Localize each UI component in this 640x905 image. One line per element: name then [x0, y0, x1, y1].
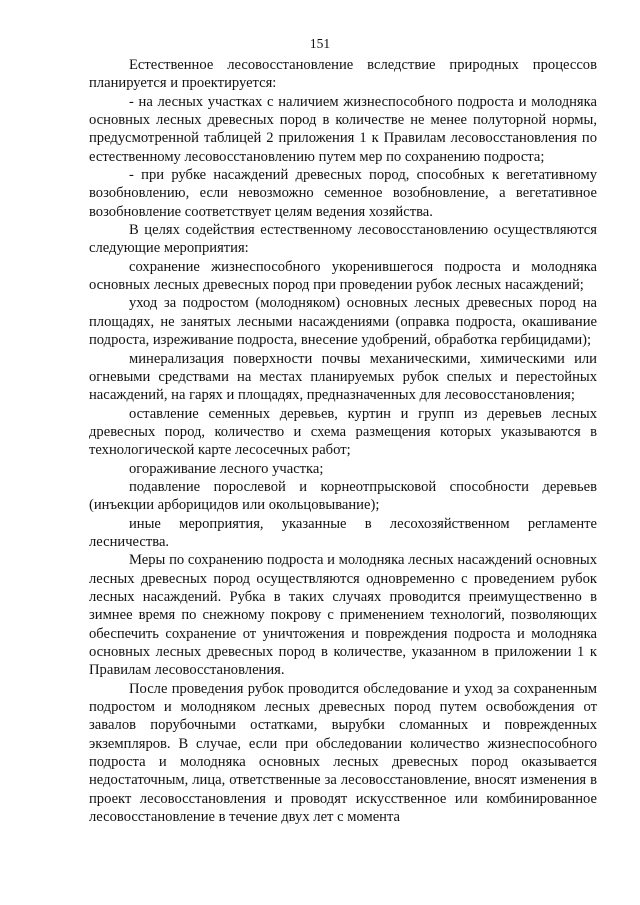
paragraph: - на лесных участках с наличием жизнеспособного подроста и молодняка основных лесных древесных пород в количестве не менее полуторной нормы, предусмотренной таблицей 2 приложения 1 к Правилам лесовосстановления по естественному лесовосстановлению путем мер по сохранению подроста;: [89, 93, 597, 165]
paragraph: иные мероприятия, указанные в лесохозяйственном регламенте лесничества.: [89, 515, 597, 550]
paragraph: огораживание лесного участка;: [129, 460, 324, 477]
paragraph: минерализация поверхности почвы механическими, химическими или огневыми средствами на местах планируемых рубок спелых и перестойных насаждений, на гарях и площадях, предназначенных для лесовосстановления;: [89, 350, 597, 404]
paragraph: уход за подростом (молодняком) основных лесных древесных пород на площадях, не занятых лесными насаждениями (оправка подроста, окашивание подроста, изреживание подроста, внесение удобрений, обработка гербицидами);: [89, 295, 597, 349]
paragraph: - при рубке насаждений древесных пород, способных к вегетативному возобновлению, если невозможно семенное возобновление, а вегетативное возобновление соответствует целям ведения хозяйства.: [89, 167, 597, 220]
paragraph: После проведения рубок проводится обследование и уход за сохраненным подростом и молодняком лесных древесных пород путем освобождения от завалов порубочными остатками, вырубки сломанных и поврежденных экземпляров. В случае, если при обследовании количество жизнеспособного подроста и молодняка основных лесных древесных пород оказывается недостаточным, лица, ответственные за лесовосстановление, вносят изменения в проект лесовосстановления и проводят искусственное или комбинированное лесовосстановление в течение двух лет с момента: [89, 680, 597, 826]
paragraph: подавление порослевой и корнеотпрысковой способности деревьев (инъекции арборицидов или окольцовывание);: [89, 478, 597, 514]
page-number: 151: [309, 36, 331, 51]
paragraph: оставление семенных деревьев, куртин и групп из деревьев лесных древесных пород, количество и схема размещения которых указываются в технологической карте лесосечных работ;: [89, 405, 597, 459]
paragraph: сохранение жизнеспособного укоренившегося подроста и молодняка основных лесных древесных пород при проведении рубок лесных насаждений;: [89, 258, 597, 294]
paragraph: В целях содействия естественному лесовосстановлению осуществляются следующие мероприятия:: [89, 222, 597, 257]
document-body: [89, 56, 597, 826]
paragraph: Меры по сохранению подроста и молодняка лесных насаждений основных лесных древесных пород осуществляются одновременно с проведением рубок лесных насаждений. Рубка в таких случаях проводится преимущественно в зимнее время по снежному покрову с применением технологий, позволяющих обеспечить сохранение от уничтожения и повреждения подроста и молодняка основных лесных древесных пород в количестве, указанном в приложении 1 к Правилам лесовосстановления.: [89, 552, 597, 679]
paragraph: Естественное лесовосстановление вследствие природных процессов планируется и проектируется:: [89, 57, 597, 92]
